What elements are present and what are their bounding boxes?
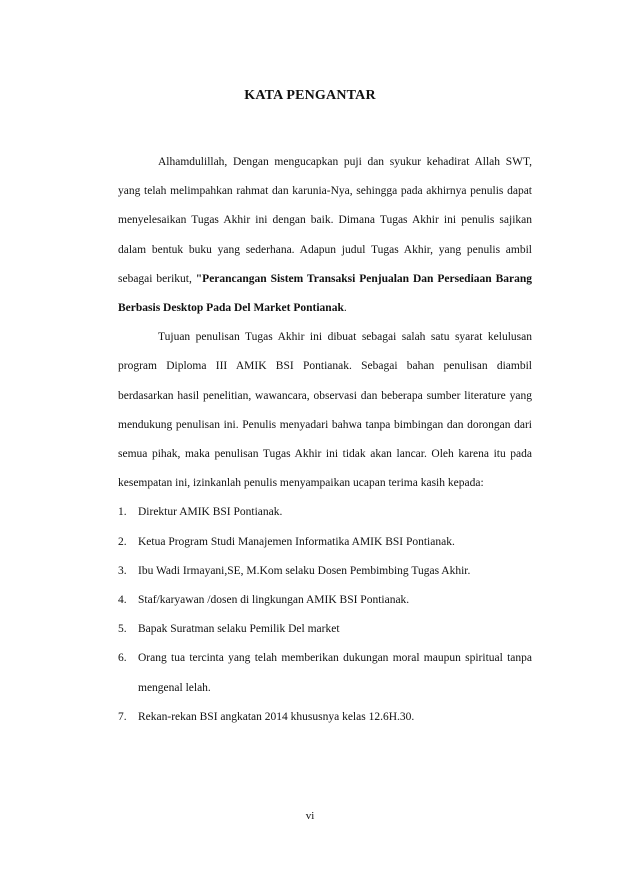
list-item [118, 703, 532, 732]
paragraph-2: Tujuan penulisan Tugas Akhir ini dibuat sebagai salah satu syarat kelulusan program Diploma III AMIK BSI Pontianak. Sebagai bahan penulisan diambil berdasarkan hasil penelitian, wawancara, observasi dan beberapa sumber literature yang mendukung penulisan ini. Penulis menyadari bahwa tanpa bimbingan dan dorongan dari semua pihak, maka penulisan Tugas Akhir ini tidak akan lancar. Oleh karena itu pada kesempatan ini, izinkanlah penulis menyampaikan ucapan terima kasih kepada: [118, 331, 532, 490]
list-item [118, 615, 532, 644]
list-item-text: Bapak Suratman selaku Pemilik Del market [138, 623, 340, 636]
paragraph-1 [118, 148, 532, 323]
list-item [118, 586, 532, 615]
paragraph-1-text: Alhamdulillah, Dengan mengucapkan puji dan syukur kehadirat Allah SWT, yang telah melimpahkan rahmat dan karunia-Nya, sehingga pada akhirnya penulis dapat menyelesaikan Tugas Akhir ini dengan baik. Dimana Tugas Akhir ini penulis sajikan dalam bentuk buku yang sederhana. Adapun judul Tugas Akhir, yang penulis ambil sebagai berikut, [118, 156, 532, 285]
list-item-number: 7. [118, 710, 127, 723]
list-item-text: Orang tua tercinta yang telah memberikan dukungan moral maupun spiritual tanpa mengenal lelah. [138, 652, 532, 694]
list-item-text: Ketua Program Studi Manajemen Informatika AMIK BSI Pontianak. [138, 535, 455, 548]
list-item-text: Rekan-rekan BSI angkatan 2014 khususnya kelas 12.6H.30. [138, 710, 415, 723]
list-item [118, 557, 532, 586]
body-text [118, 148, 532, 732]
list-item-text: Direktur AMIK BSI Pontianak. [138, 506, 283, 519]
list-item-number: 2. [118, 535, 127, 548]
list-item-text: Staf/karyawan /dosen di lingkungan AMIK BSI Pontianak. [138, 594, 410, 607]
page-number: vi [305, 810, 315, 822]
list-item-number: 3. [118, 564, 127, 577]
page-title: KATA PENGANTAR [244, 88, 376, 103]
thesis-title: "Perancangan Sistem Transaksi Penjualan Dan Persediaan Barang Berbasis Desktop Pada Del Market Pontianak [118, 272, 533, 315]
list-item [118, 528, 532, 557]
acknowledgement-list [118, 498, 532, 732]
paragraph-1-end: . [343, 302, 347, 315]
list-item-number: 1. [118, 506, 127, 519]
list-item-number: 5. [118, 623, 127, 636]
list-item-number: 4. [118, 594, 127, 607]
list-item [118, 498, 532, 527]
list-item-number: 6. [118, 652, 127, 665]
list-item-text: Ibu Wadi Irmayani,SE, M.Kom selaku Dosen Pembimbing Tugas Akhir. [138, 564, 471, 577]
list-item [118, 644, 532, 702]
